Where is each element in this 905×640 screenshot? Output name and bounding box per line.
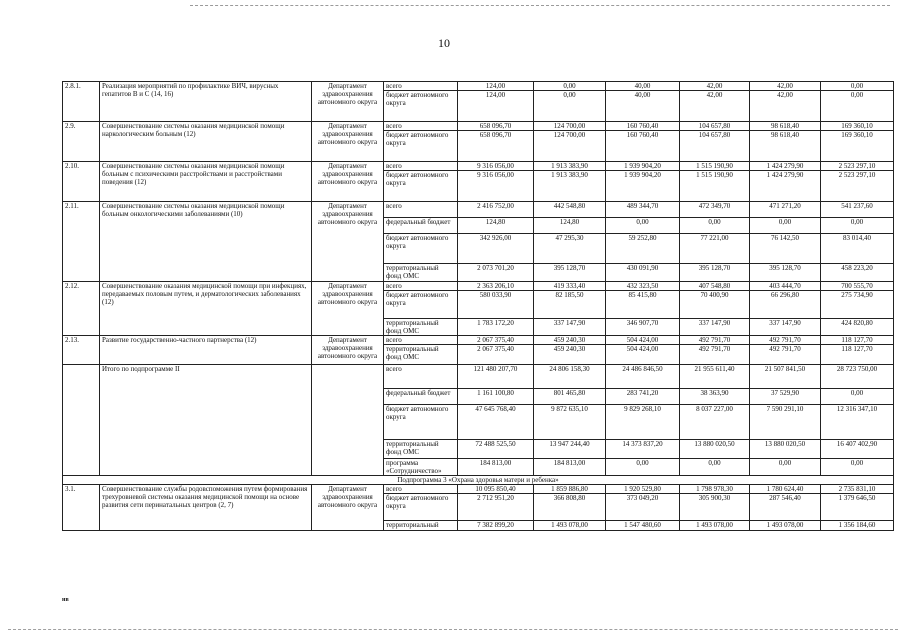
value-cell: 37 529,90	[750, 389, 821, 405]
value-cell: 337 147,90	[750, 319, 821, 336]
value-cell: 1 920 529,80	[606, 485, 680, 494]
funding-source-name: бюджет автономного округа	[386, 131, 449, 147]
value-source: 1 939 904,20	[624, 171, 661, 179]
value-total: 504 424,00	[606, 336, 679, 345]
value-cell: 1 493 078,00	[680, 521, 750, 531]
value-cell: 489 344,70	[606, 202, 680, 218]
row-description: Итого по подпрограмме II	[100, 365, 312, 476]
value-source: 124,00	[485, 91, 506, 99]
value-cell: 472 349,70	[680, 202, 750, 218]
value-source: 118 127,70	[841, 345, 873, 353]
value-total: 9 316 056,00	[458, 162, 533, 171]
value-total: 492 791,70	[680, 336, 749, 345]
value-source: 9 316 056,00	[477, 171, 514, 179]
value-cell	[606, 122, 680, 162]
value-total: 2 523 297,10	[821, 162, 893, 171]
value-cell	[458, 122, 534, 162]
value-cell: 442 548,80	[534, 202, 606, 218]
value-total: 492 791,70	[750, 336, 820, 345]
row-funding-source: территориальный фонд ОМС	[384, 264, 458, 282]
value-cell: 1 547 480,60	[606, 521, 680, 531]
value-cell: 2 073 701,20	[458, 264, 534, 282]
value-cell: 275 734,90	[821, 291, 894, 319]
value-source: 0,00	[563, 91, 576, 99]
value-cell: 124,80	[458, 218, 534, 234]
row-funding-source: всего	[384, 282, 458, 291]
value-cell: 403 444,70	[750, 282, 821, 291]
value-cell	[750, 82, 821, 122]
value-cell	[458, 82, 534, 122]
value-source: 459 240,30	[553, 345, 586, 353]
value-cell	[680, 82, 750, 122]
value-cell: 432 323,50	[606, 282, 680, 291]
value-total: 104 657,80	[680, 122, 749, 131]
subprogram-header-row	[63, 476, 894, 485]
value-total: 124,00	[458, 82, 533, 91]
value-cell: 0,00	[821, 459, 894, 476]
value-source: 42,00	[706, 91, 723, 99]
value-cell: 1 356 184,60	[821, 521, 894, 531]
table-row	[63, 122, 894, 162]
value-cell: 337 147,90	[534, 319, 606, 336]
row-description: Совершенствование оказания медицинской помощи при инфекциях, передаваемых половым путем, и дерматологических заболеваниях (12)	[100, 282, 312, 336]
value-source: 0,00	[850, 91, 864, 99]
value-cell	[680, 162, 750, 202]
program-table	[62, 81, 894, 531]
value-cell: 9 872 635,10	[534, 405, 606, 440]
value-total: 118 127,70	[821, 336, 893, 345]
scan-bottom-line	[8, 629, 898, 630]
funding-source-total: всего	[384, 162, 457, 171]
value-cell: 10 095 850,40	[458, 485, 534, 494]
value-cell: 21 955 611,40	[680, 365, 750, 389]
value-source: 160 760,40	[626, 131, 659, 139]
value-cell: 1 379 646,50	[821, 494, 894, 521]
value-total: 1 515 190,90	[680, 162, 749, 171]
value-cell: 430 091,90	[606, 264, 680, 282]
row-description: Совершенствование системы оказания медицинской помощи больным онкологическими заболеваниями (10)	[100, 202, 312, 282]
table-row	[63, 282, 894, 291]
value-cell: 287 546,40	[750, 494, 821, 521]
row-code: 2.10.	[63, 162, 100, 202]
value-cell: 458 223,20	[821, 264, 894, 282]
value-cell: 0,00	[821, 389, 894, 405]
table-row	[63, 485, 894, 494]
value-cell	[821, 122, 894, 162]
scan-top-line	[190, 5, 890, 6]
value-total: 124 700,00	[534, 122, 605, 131]
row-funding-source	[384, 82, 458, 122]
value-cell: 2 416 752,00	[458, 202, 534, 218]
value-total: 658 096,70	[458, 122, 533, 131]
funding-source-name: территориальный фонд ОМС	[386, 345, 439, 361]
value-source: 504 424,00	[626, 345, 659, 353]
value-total: 0,00	[534, 82, 605, 91]
value-source: 98 618,40	[771, 131, 799, 139]
value-cell: 580 033,90	[458, 291, 534, 319]
value-cell: 59 252,80	[606, 234, 680, 264]
value-total: 169 360,10	[821, 122, 893, 131]
row-code: 2.8.1.	[63, 82, 100, 122]
table-row	[63, 202, 894, 218]
value-source: 104 657,80	[698, 131, 731, 139]
value-cell: 184 813,00	[458, 459, 534, 476]
value-cell: 85 415,80	[606, 291, 680, 319]
value-cell: 395 128,70	[680, 264, 750, 282]
value-total: 2 067 375,40	[458, 336, 533, 345]
row-funding-source	[384, 162, 458, 202]
value-cell: 0,00	[750, 459, 821, 476]
value-cell: 38 363,90	[680, 389, 750, 405]
value-total: 42,00	[750, 82, 820, 91]
row-description: Совершенствование службы родовспоможения путем формирования трехуровневой системы оказания медицинской помощи на основе развития сети перинатальных центров (2, 7)	[100, 485, 312, 531]
value-cell: 2 735 831,10	[821, 485, 894, 494]
value-cell: 76 142,50	[750, 234, 821, 264]
row-department	[312, 365, 384, 476]
value-cell: 47 295,30	[534, 234, 606, 264]
row-description: Совершенствование системы оказания медицинской помощи больным с психическими расстройствами и расстройствами поведения (12)	[100, 162, 312, 202]
value-cell: 24 486 846,50	[606, 365, 680, 389]
value-cell	[606, 336, 680, 365]
funding-source-name: бюджет автономного округа	[386, 91, 449, 107]
row-description: Реализация мероприятий по профилактике ВИЧ, вирусных гепатитов В и С (14, 16)	[100, 82, 312, 122]
row-funding-source	[384, 336, 458, 365]
value-cell: 424 820,80	[821, 319, 894, 336]
value-cell: 72 488 525,50	[458, 440, 534, 459]
value-cell: 1 493 078,00	[534, 521, 606, 531]
value-cell: 82 185,50	[534, 291, 606, 319]
value-cell: 0,00	[680, 218, 750, 234]
value-source: 169 360,10	[841, 131, 873, 139]
value-cell: 1 161 100,80	[458, 389, 534, 405]
funding-source-total: всего	[384, 122, 457, 131]
subprogram-title: Подпрограмма 3 «Охрана здоровья матери и ребенка»	[63, 476, 894, 485]
value-source: 1 913 383,90	[551, 171, 588, 179]
row-code: 2.11.	[63, 202, 100, 282]
row-funding-source: бюджет автономного округа	[384, 291, 458, 319]
row-funding-source: всего	[384, 485, 458, 494]
value-cell: 1 798 978,30	[680, 485, 750, 494]
value-cell: 14 373 837,20	[606, 440, 680, 459]
value-cell: 121 480 207,70	[458, 365, 534, 389]
row-description: Совершенствование системы оказания медицинской помощи наркологическим больным (12)	[100, 122, 312, 162]
value-cell: 373 049,20	[606, 494, 680, 521]
value-cell	[680, 122, 750, 162]
value-total: 459 240,30	[534, 336, 605, 345]
value-source: 1 515 190,90	[696, 171, 733, 179]
row-department: Департамент здравоохранения автономного округа	[312, 82, 384, 122]
value-cell	[821, 162, 894, 202]
value-cell: 1 859 886,80	[534, 485, 606, 494]
value-cell: 21 507 841,50	[750, 365, 821, 389]
value-cell	[458, 336, 534, 365]
value-cell: 8 037 227,00	[680, 405, 750, 440]
value-cell: 407 548,80	[680, 282, 750, 291]
value-cell	[606, 162, 680, 202]
value-cell: 124,80	[534, 218, 606, 234]
value-cell: 12 316 347,10	[821, 405, 894, 440]
value-cell: 83 014,40	[821, 234, 894, 264]
row-funding-source: федеральный бюджет	[384, 389, 458, 405]
row-funding-source: федеральный бюджет	[384, 218, 458, 234]
value-cell: 541 237,60	[821, 202, 894, 218]
funding-source-name: бюджет автономного округа	[386, 171, 449, 187]
row-code: 2.13.	[63, 336, 100, 365]
value-cell	[534, 122, 606, 162]
value-total: 1 913 383,90	[534, 162, 605, 171]
table-row	[63, 365, 894, 389]
value-total: 0,00	[821, 82, 893, 91]
value-source: 124 700,00	[553, 131, 586, 139]
value-cell	[534, 336, 606, 365]
value-cell	[458, 162, 534, 202]
value-source: 492 791,70	[769, 345, 801, 353]
value-source: 658 096,70	[479, 131, 512, 139]
row-funding-source: всего	[384, 365, 458, 389]
value-cell: 77 221,00	[680, 234, 750, 264]
value-cell: 7 590 291,10	[750, 405, 821, 440]
value-source: 40,00	[634, 91, 651, 99]
value-cell: 1 783 172,20	[458, 319, 534, 336]
row-funding-source: территориальный фонд ОМС	[384, 440, 458, 459]
value-cell: 366 808,80	[534, 494, 606, 521]
row-funding-source: бюджет автономного округа	[384, 405, 458, 440]
value-cell: 801 465,80	[534, 389, 606, 405]
value-cell	[534, 82, 606, 122]
value-cell: 66 296,80	[750, 291, 821, 319]
value-cell: 283 741,20	[606, 389, 680, 405]
table-body	[63, 82, 894, 531]
row-description: Развитие государственно-частного партнерства (12)	[100, 336, 312, 365]
footer-marker: нв	[62, 597, 69, 603]
row-funding-source	[384, 122, 458, 162]
value-cell: 0,00	[680, 459, 750, 476]
value-cell: 346 907,70	[606, 319, 680, 336]
value-cell: 28 723 750,00	[821, 365, 894, 389]
funding-source-total: всего	[384, 336, 457, 345]
value-cell: 0,00	[606, 459, 680, 476]
value-source: 2 523 297,10	[838, 171, 876, 179]
page-number: 10	[438, 36, 450, 50]
value-cell: 13 947 244,40	[534, 440, 606, 459]
value-total: 160 760,40	[606, 122, 679, 131]
value-cell	[680, 336, 750, 365]
table-row	[63, 82, 894, 122]
row-department: Департамент здравоохранения автономного округа	[312, 485, 384, 531]
value-cell: 419 333,40	[534, 282, 606, 291]
value-cell: 2 712 951,20	[458, 494, 534, 521]
row-funding-source: территориальный фонд ОМС	[384, 319, 458, 336]
row-funding-source: территориальный	[384, 521, 458, 531]
value-cell: 9 829 268,10	[606, 405, 680, 440]
value-cell: 0,00	[750, 218, 821, 234]
row-code: 2.9.	[63, 122, 100, 162]
value-cell: 337 147,90	[680, 319, 750, 336]
row-code: 3.1.	[63, 485, 100, 531]
value-total: 40,00	[606, 82, 679, 91]
value-cell: 0,00	[821, 218, 894, 234]
value-cell: 13 880 020,50	[750, 440, 821, 459]
value-cell: 47 645 768,40	[458, 405, 534, 440]
row-department: Департамент здравоохранения автономного округа	[312, 122, 384, 162]
value-total: 1 424 279,90	[750, 162, 820, 171]
value-cell: 24 806 158,30	[534, 365, 606, 389]
value-source: 492 791,70	[698, 345, 731, 353]
value-total: 42,00	[680, 82, 749, 91]
value-total: 98 618,40	[750, 122, 820, 131]
row-funding-source: всего	[384, 202, 458, 218]
value-cell: 0,00	[606, 218, 680, 234]
value-cell: 7 382 899,20	[458, 521, 534, 531]
row-department: Департамент здравоохранения автономного округа	[312, 162, 384, 202]
table-row	[63, 162, 894, 202]
value-cell: 395 128,70	[534, 264, 606, 282]
value-source: 1 424 279,90	[766, 171, 804, 179]
value-cell: 471 271,20	[750, 202, 821, 218]
row-code	[63, 365, 100, 476]
value-cell	[606, 82, 680, 122]
row-code: 2.12.	[63, 282, 100, 336]
value-cell: 305 900,30	[680, 494, 750, 521]
row-funding-source: бюджет автономного округа	[384, 234, 458, 264]
value-cell: 184 813,00	[534, 459, 606, 476]
value-cell	[534, 162, 606, 202]
value-cell: 342 926,00	[458, 234, 534, 264]
value-cell: 70 400,90	[680, 291, 750, 319]
value-cell	[750, 162, 821, 202]
row-department: Департамент здравоохранения автономного округа	[312, 336, 384, 365]
value-cell	[821, 82, 894, 122]
row-department: Департамент здравоохранения автономного округа	[312, 202, 384, 282]
row-funding-source: бюджет автономного округа	[384, 494, 458, 521]
row-department: Департамент здравоохранения автономного округа	[312, 282, 384, 336]
value-cell	[750, 122, 821, 162]
value-cell: 395 128,70	[750, 264, 821, 282]
value-cell	[821, 336, 894, 365]
value-cell	[750, 336, 821, 365]
value-cell: 1 493 078,00	[750, 521, 821, 531]
value-source: 42,00	[777, 91, 793, 99]
table-row	[63, 336, 894, 365]
value-total: 1 939 904,20	[606, 162, 679, 171]
value-cell: 16 407 402,90	[821, 440, 894, 459]
value-cell: 1 780 624,40	[750, 485, 821, 494]
value-cell: 2 363 206,10	[458, 282, 534, 291]
funding-source-total: всего	[384, 82, 457, 91]
value-cell: 700 555,70	[821, 282, 894, 291]
row-funding-source: программа «Сотрудничество»	[384, 459, 458, 476]
value-source: 2 067 375,40	[477, 345, 514, 353]
value-cell: 13 880 020,50	[680, 440, 750, 459]
